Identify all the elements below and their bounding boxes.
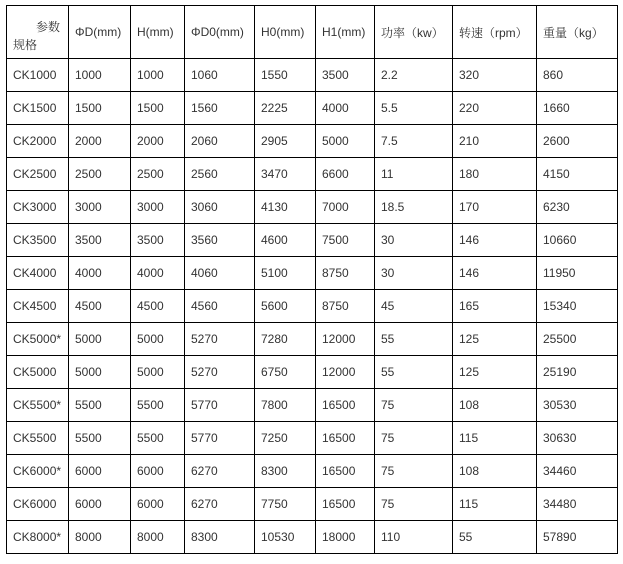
- height-cell: 1500: [131, 92, 185, 125]
- table-row: [7, 224, 618, 257]
- table-row: [7, 92, 618, 125]
- height-cell: 5000: [131, 323, 185, 356]
- model-cell: CK2000: [7, 125, 69, 158]
- height1-cell: 8750: [316, 257, 375, 290]
- height1-cell: 3500: [316, 59, 375, 92]
- height0-cell: 5100: [255, 257, 316, 290]
- diameter-cell: 5500: [69, 389, 131, 422]
- height-cell: 6000: [131, 488, 185, 521]
- diameter0-cell: 6270: [185, 455, 255, 488]
- power-cell: 110: [375, 521, 453, 554]
- power-cell: 30: [375, 224, 453, 257]
- height1-cell: 5000: [316, 125, 375, 158]
- height1-cell: 12000: [316, 356, 375, 389]
- height0-cell: 7250: [255, 422, 316, 455]
- height-cell: 1000: [131, 59, 185, 92]
- height1-cell: 4000: [316, 92, 375, 125]
- header-cell-power: 功率（kw）: [375, 6, 453, 59]
- weight-cell: 25190: [537, 356, 618, 389]
- speed-cell: 115: [453, 488, 537, 521]
- height0-cell: 8300: [255, 455, 316, 488]
- model-cell: CK5000: [7, 356, 69, 389]
- header-cell-weight: 重量（kg）: [537, 6, 618, 59]
- height-cell: 4000: [131, 257, 185, 290]
- table-row: [7, 422, 618, 455]
- height1-cell: 8750: [316, 290, 375, 323]
- speed-cell: 108: [453, 455, 537, 488]
- diameter-cell: 1500: [69, 92, 131, 125]
- model-cell: CK8000*: [7, 521, 69, 554]
- table-row: [7, 125, 618, 158]
- table-row: [7, 59, 618, 92]
- power-cell: 18.5: [375, 191, 453, 224]
- diameter-cell: 6000: [69, 488, 131, 521]
- height1-cell: 16500: [316, 422, 375, 455]
- height1-cell: 18000: [316, 521, 375, 554]
- speed-cell: 170: [453, 191, 537, 224]
- table-row: [7, 521, 618, 554]
- height0-cell: 7280: [255, 323, 316, 356]
- table-row: [7, 455, 618, 488]
- height0-cell: 7800: [255, 389, 316, 422]
- height-cell: 3000: [131, 191, 185, 224]
- diameter0-cell: 3560: [185, 224, 255, 257]
- height1-cell: 7000: [316, 191, 375, 224]
- speed-cell: 146: [453, 224, 537, 257]
- speed-cell: 165: [453, 290, 537, 323]
- height-cell: 8000: [131, 521, 185, 554]
- header-cell-diameter0: ΦD0(mm): [185, 6, 255, 59]
- height-cell: 6000: [131, 455, 185, 488]
- diameter0-cell: 4560: [185, 290, 255, 323]
- power-cell: 2.2: [375, 59, 453, 92]
- height-cell: 4500: [131, 290, 185, 323]
- model-cell: CK4500: [7, 290, 69, 323]
- corner-param-label: 参数: [35, 20, 60, 34]
- weight-cell: 1660: [537, 92, 618, 125]
- table-row: [7, 290, 618, 323]
- diameter0-cell: 5770: [185, 389, 255, 422]
- weight-cell: 30630: [537, 422, 618, 455]
- height-cell: 2000: [131, 125, 185, 158]
- height0-cell: 4130: [255, 191, 316, 224]
- height0-cell: 10530: [255, 521, 316, 554]
- table-header: [7, 6, 618, 59]
- table-row: [7, 389, 618, 422]
- diameter-cell: 5500: [69, 422, 131, 455]
- speed-cell: 115: [453, 422, 537, 455]
- model-cell: CK6000: [7, 488, 69, 521]
- height1-cell: 16500: [316, 455, 375, 488]
- height0-cell: 6750: [255, 356, 316, 389]
- power-cell: 75: [375, 455, 453, 488]
- speed-cell: 320: [453, 59, 537, 92]
- diameter0-cell: 3060: [185, 191, 255, 224]
- weight-cell: 4150: [537, 158, 618, 191]
- spec-table: [6, 5, 618, 554]
- weight-cell: 2600: [537, 125, 618, 158]
- height0-cell: 3470: [255, 158, 316, 191]
- power-cell: 75: [375, 389, 453, 422]
- power-cell: 55: [375, 323, 453, 356]
- height-cell: 3500: [131, 224, 185, 257]
- weight-cell: 10660: [537, 224, 618, 257]
- diameter0-cell: 2560: [185, 158, 255, 191]
- power-cell: 11: [375, 158, 453, 191]
- header-row: [7, 6, 618, 59]
- weight-cell: 25500: [537, 323, 618, 356]
- diameter-cell: 2500: [69, 158, 131, 191]
- diameter0-cell: 1560: [185, 92, 255, 125]
- model-cell: CK2500: [7, 158, 69, 191]
- speed-cell: 55: [453, 521, 537, 554]
- header-cell-height: H(mm): [131, 6, 185, 59]
- speed-cell: 125: [453, 356, 537, 389]
- power-cell: 55: [375, 356, 453, 389]
- corner-header-cell: [7, 6, 69, 59]
- height0-cell: 2905: [255, 125, 316, 158]
- diameter0-cell: 2060: [185, 125, 255, 158]
- corner-model-label: 规格: [13, 38, 38, 52]
- table-body: [7, 59, 618, 554]
- header-cell-height1: H1(mm): [316, 6, 375, 59]
- height0-cell: 7750: [255, 488, 316, 521]
- height1-cell: 7500: [316, 224, 375, 257]
- diameter-cell: 4000: [69, 257, 131, 290]
- table-row: [7, 257, 618, 290]
- weight-cell: 30530: [537, 389, 618, 422]
- model-cell: CK6000*: [7, 455, 69, 488]
- diameter0-cell: 5270: [185, 356, 255, 389]
- diameter0-cell: 5770: [185, 422, 255, 455]
- diameter0-cell: 6270: [185, 488, 255, 521]
- speed-cell: 210: [453, 125, 537, 158]
- table-row: [7, 323, 618, 356]
- height1-cell: 6600: [316, 158, 375, 191]
- height0-cell: 4600: [255, 224, 316, 257]
- diameter-cell: 3500: [69, 224, 131, 257]
- speed-cell: 146: [453, 257, 537, 290]
- diameter-cell: 2000: [69, 125, 131, 158]
- weight-cell: 34480: [537, 488, 618, 521]
- header-cell-speed: 转速（rpm）: [453, 6, 537, 59]
- model-cell: CK5500: [7, 422, 69, 455]
- weight-cell: 6230: [537, 191, 618, 224]
- power-cell: 30: [375, 257, 453, 290]
- height-cell: 2500: [131, 158, 185, 191]
- height1-cell: 16500: [316, 488, 375, 521]
- model-cell: CK4000: [7, 257, 69, 290]
- header-cell-diameter: ΦD(mm): [69, 6, 131, 59]
- diameter-cell: 5000: [69, 356, 131, 389]
- height-cell: 5000: [131, 356, 185, 389]
- speed-cell: 108: [453, 389, 537, 422]
- model-cell: CK1500: [7, 92, 69, 125]
- height1-cell: 12000: [316, 323, 375, 356]
- model-cell: CK5000*: [7, 323, 69, 356]
- height0-cell: 5600: [255, 290, 316, 323]
- diameter-cell: 6000: [69, 455, 131, 488]
- model-cell: CK1000: [7, 59, 69, 92]
- table-row: [7, 488, 618, 521]
- diameter-cell: 3000: [69, 191, 131, 224]
- diameter0-cell: 5270: [185, 323, 255, 356]
- model-cell: CK5500*: [7, 389, 69, 422]
- height0-cell: 2225: [255, 92, 316, 125]
- weight-cell: 860: [537, 59, 618, 92]
- diameter0-cell: 4060: [185, 257, 255, 290]
- speed-cell: 220: [453, 92, 537, 125]
- height1-cell: 16500: [316, 389, 375, 422]
- power-cell: 5.5: [375, 92, 453, 125]
- weight-cell: 11950: [537, 257, 618, 290]
- power-cell: 7.5: [375, 125, 453, 158]
- height-cell: 5500: [131, 389, 185, 422]
- diameter0-cell: 8300: [185, 521, 255, 554]
- diameter0-cell: 1060: [185, 59, 255, 92]
- power-cell: 75: [375, 488, 453, 521]
- diameter-cell: 4500: [69, 290, 131, 323]
- diameter-cell: 5000: [69, 323, 131, 356]
- diameter-cell: 8000: [69, 521, 131, 554]
- table-row: [7, 158, 618, 191]
- height-cell: 5500: [131, 422, 185, 455]
- weight-cell: 57890: [537, 521, 618, 554]
- height0-cell: 1550: [255, 59, 316, 92]
- power-cell: 45: [375, 290, 453, 323]
- table-row: [7, 191, 618, 224]
- weight-cell: 15340: [537, 290, 618, 323]
- model-cell: CK3500: [7, 224, 69, 257]
- table-row: [7, 356, 618, 389]
- power-cell: 75: [375, 422, 453, 455]
- speed-cell: 180: [453, 158, 537, 191]
- weight-cell: 34460: [537, 455, 618, 488]
- speed-cell: 125: [453, 323, 537, 356]
- model-cell: CK3000: [7, 191, 69, 224]
- header-cell-height0: H0(mm): [255, 6, 316, 59]
- diameter-cell: 1000: [69, 59, 131, 92]
